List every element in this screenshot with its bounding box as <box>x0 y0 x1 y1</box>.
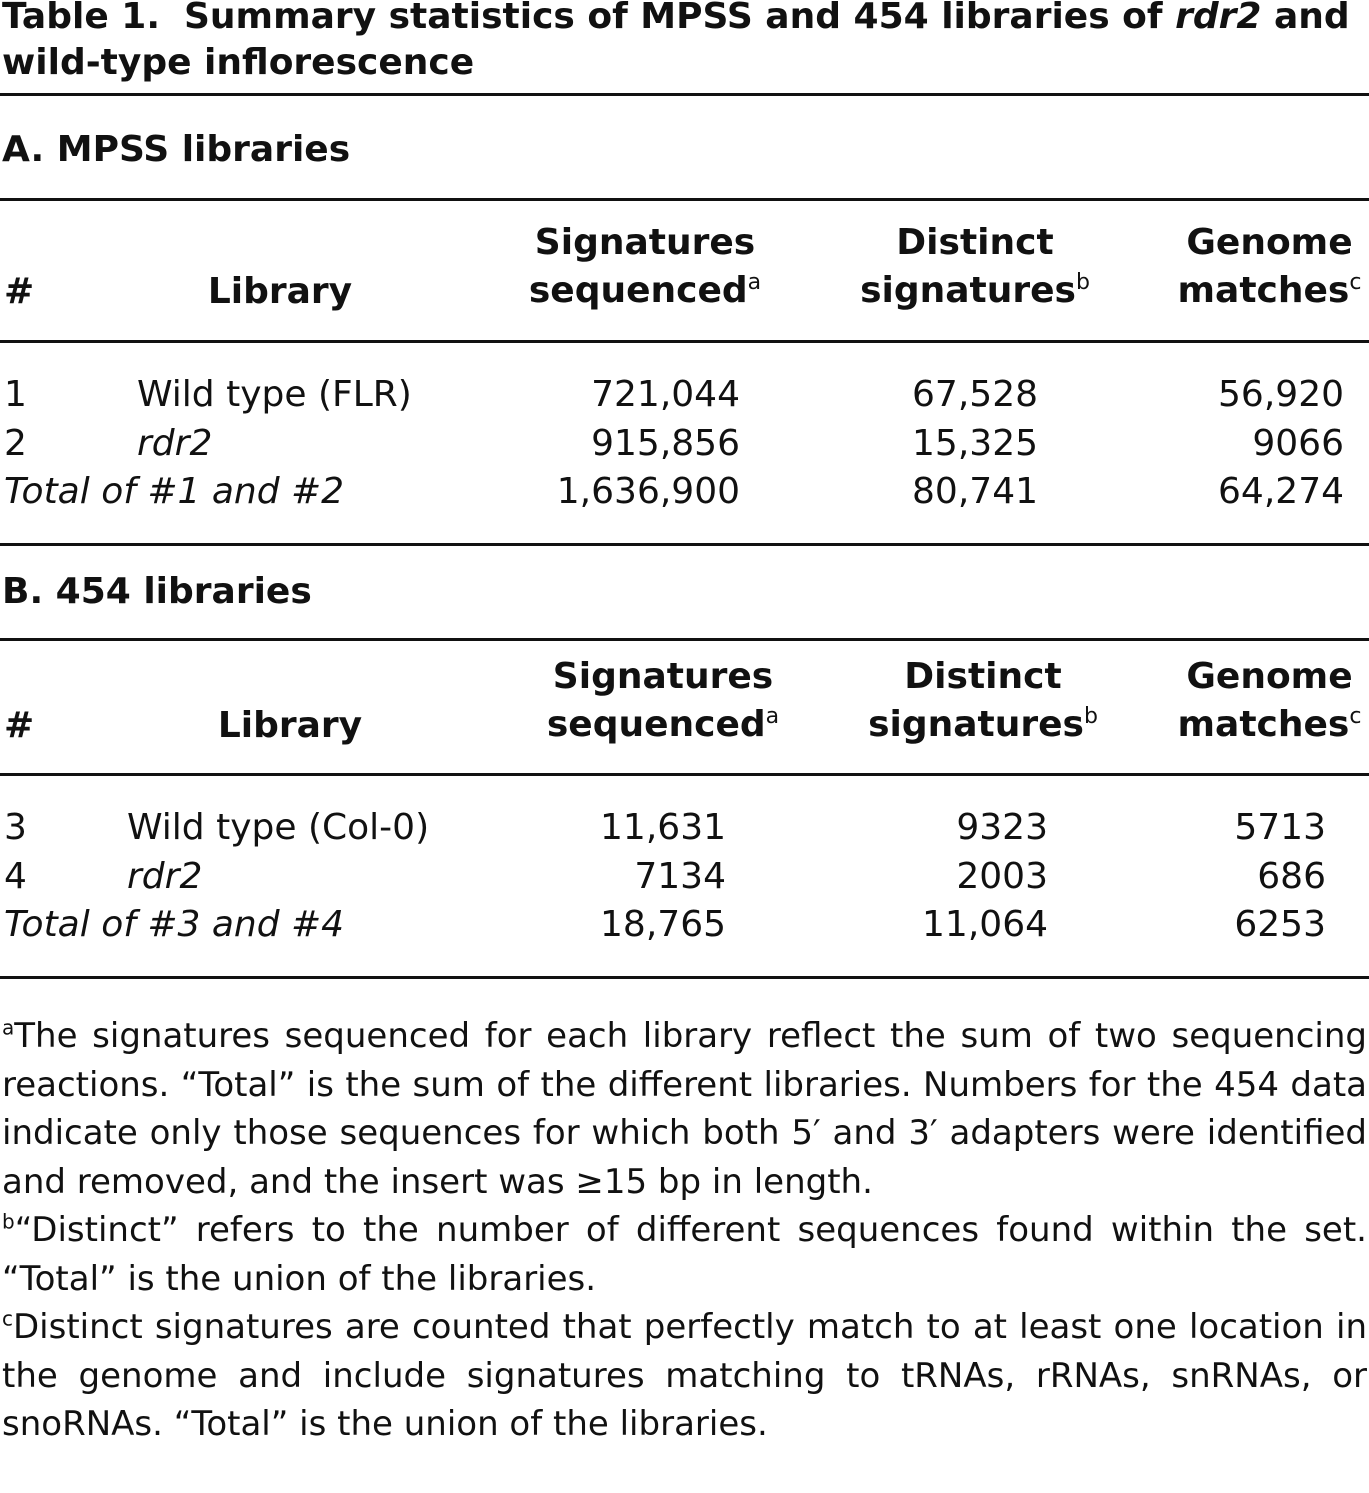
table-title <box>2 0 1367 86</box>
row-distinct: 9323 <box>956 807 1048 848</box>
row-num: 4 <box>4 856 27 897</box>
row-distinct: 15,325 <box>912 423 1038 464</box>
row-signatures: 721,044 <box>591 374 740 415</box>
section-b-header-rule <box>0 773 1369 776</box>
row-signatures: 915,856 <box>591 423 740 464</box>
header-distinct: Distinct signatures$^b$ <box>860 222 1090 311</box>
footnote-c <box>2 1303 1367 1449</box>
row-genome: 56,920 <box>1218 374 1344 415</box>
section-a-top-rule <box>0 198 1369 201</box>
footnotes <box>2 1012 1367 1449</box>
header-signatures: Signatures sequenced$^a$ <box>528 222 762 311</box>
row-library: Wild type (Col-0) <box>127 807 430 848</box>
row-distinct: 2003 <box>956 856 1048 897</box>
total-signatures: 1,636,900 <box>556 471 740 512</box>
title-text-part1: Summary statistics of MPSS and 454 libraries of <box>184 0 1176 37</box>
section-b-title: B. 454 libraries <box>2 571 312 612</box>
total-genome: 64,274 <box>1218 471 1344 512</box>
row-num: 1 <box>4 374 27 415</box>
section-a-header-rule <box>0 340 1369 343</box>
row-library: Wild type (FLR) <box>137 374 412 415</box>
section-a-bottom-rule <box>0 543 1369 546</box>
total-label: Total of #3 and #4 <box>4 904 345 945</box>
footnote-b <box>2 1206 1367 1303</box>
title-text-italic: rdr2 <box>1175 0 1262 37</box>
header-library: Library <box>207 271 353 312</box>
row-distinct: 67,528 <box>912 374 1038 415</box>
total-genome: 6253 <box>1234 904 1326 945</box>
footnote-text: The signatures sequenced for each library reflect the sum of two sequencing reactions. “Total” is the sum of the different libraries. Numbers for the 454 data indicate only those sequences for which both 5′ and 3′ adapters were identified and removed, and the insert was ≥15 bp in length. <box>2 1016 1367 1202</box>
row-signatures: 7134 <box>634 856 726 897</box>
row-num: 3 <box>4 807 27 848</box>
footnote-a <box>2 1012 1367 1206</box>
header-library: Library <box>217 705 363 746</box>
total-distinct: 80,741 <box>912 471 1038 512</box>
footnote-text: Distinct signatures are counted that perfectly match to at least one location in the genome and include signatures matching to tRNAs, rRNAs, snRNAs, or snoRNAs. “Total” is the union of the libraries. <box>2 1307 1367 1444</box>
header-num: # <box>4 705 35 746</box>
title-text-part2: and wild-type inflorescence <box>2 0 1350 83</box>
title-rule <box>0 93 1369 96</box>
row-num: 2 <box>4 423 27 464</box>
footnote-mark: a <box>2 1015 15 1040</box>
row-library: rdr2 <box>137 423 213 464</box>
section-a-title: A. MPSS libraries <box>2 129 351 170</box>
table-label: Table 1. <box>2 0 160 37</box>
header-distinct: Distinct signatures$^b$ <box>868 656 1098 745</box>
footnote-text: “Distinct” refers to the number of different sequences found within the set. “Total” is the union of the libraries. <box>2 1210 1367 1299</box>
row-genome: 686 <box>1257 856 1326 897</box>
row-signatures: 11,631 <box>600 807 726 848</box>
header-num: # <box>4 271 35 312</box>
total-distinct: 11,064 <box>922 904 1048 945</box>
row-genome: 9066 <box>1252 423 1344 464</box>
total-label: Total of #1 and #2 <box>4 471 345 512</box>
section-b-bottom-rule <box>0 976 1369 979</box>
row-library: rdr2 <box>127 856 203 897</box>
section-b-top-rule <box>0 638 1369 641</box>
footnote-mark: c <box>2 1306 13 1331</box>
total-signatures: 18,765 <box>600 904 726 945</box>
header-signatures: Signatures sequenced$^a$ <box>546 656 780 745</box>
header-genome: Genome matches$^c$ <box>1177 656 1362 745</box>
row-genome: 5713 <box>1234 807 1326 848</box>
header-genome: Genome matches$^c$ <box>1177 222 1362 311</box>
footnote-mark: b <box>2 1209 15 1234</box>
